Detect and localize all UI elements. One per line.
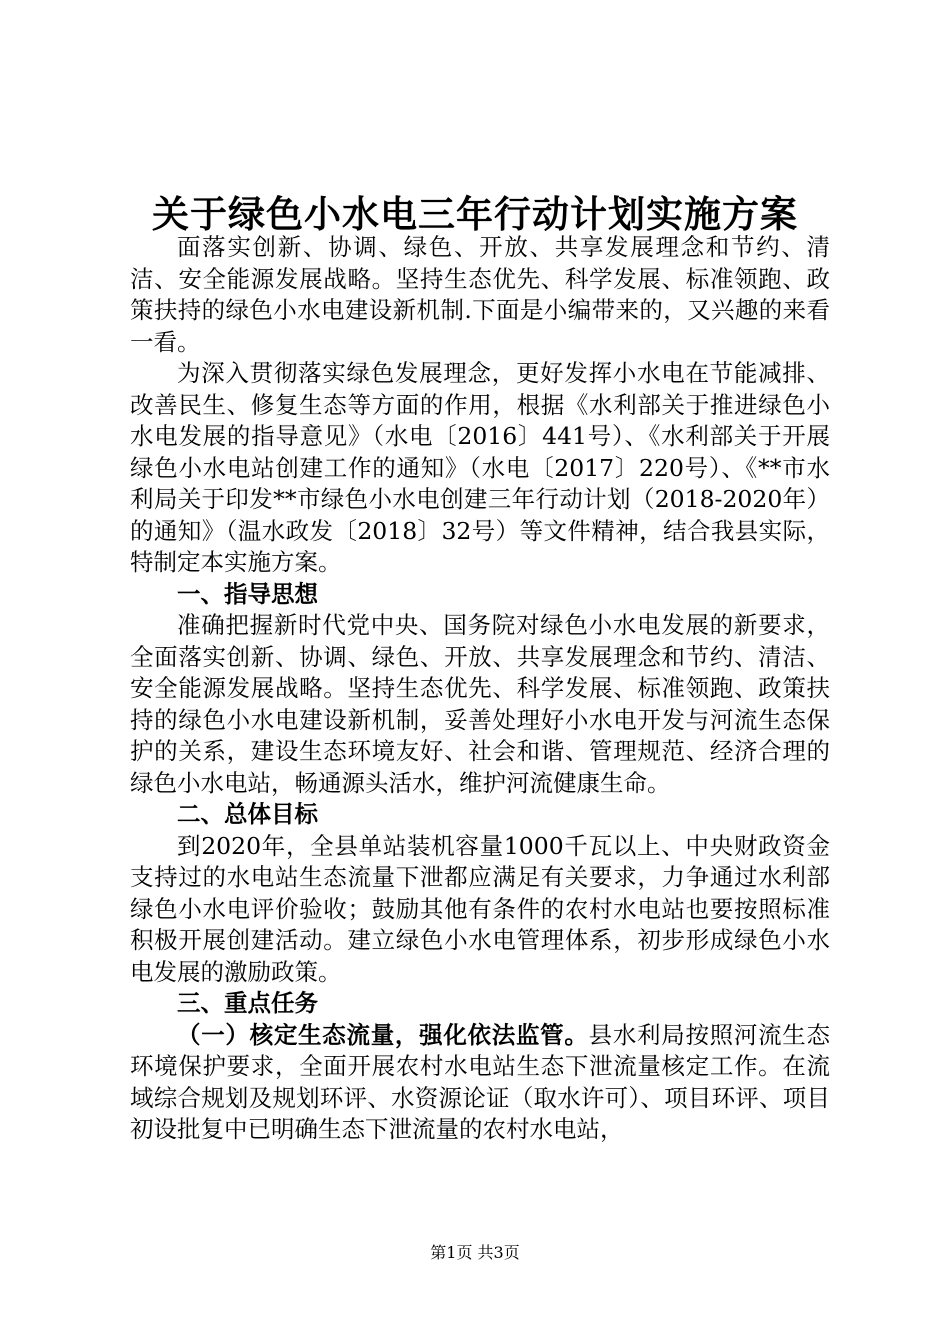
- section-paragraph-overall-goal: 到2020年，全县单站装机容量1000千瓦以上、中央财政资金支持过的水电站生态流量下泄都应满足有关要求，力争通过水利部绿色小水电评价验收；鼓励其他有条件的农村水电站也要按照标准积极开展创建活动。建立绿色小水电管理体系，初步形成绿色小水电发展的激励政策。: [130, 831, 830, 986]
- intro-paragraph-1: 面落实创新、协调、绿色、开放、共享发展理念和节约、清洁、安全能源发展战略。坚持生态优先、科学发展、标准领跑、政策扶持的绿色小水电建设新机制.下面是小编带来的，又兴趣的来看一看。: [130, 233, 830, 356]
- section-paragraph-guiding-ideology: 准确把握新时代党中央、国务院对绿色小水电发展的新要求，全面落实创新、协调、绿色、开放、共享发展理念和节约、清洁、安全能源发展战略。坚持生态优先、科学发展、标准领跑、政策扶持的绿色小水电建设新机制，妥善处理好小水电开发与河流生态保护的关系，建设生态环境友好、社会和谐、管理规范、经济合理的绿色小水电站，畅通源头活水，维护河流健康生命。: [130, 611, 830, 797]
- document-body: [130, 232, 830, 1146]
- intro-paragraph-2: 为深入贯彻落实绿色发展理念，更好发挥小水电在节能减排、改善民生、修复生态等方面的作用，根据《水利部关于推进绿色小水电发展的指导意见》（水电〔2016〕441号）、《水利部关于开展绿色小水电站创建工作的通知》（水电〔2017〕220号）、《**市水利局关于印发**市绿色小水电创建三年行动计划（2018-2020年）的通知》（温水政发〔2018〕32号）等文件精神，结合我县实际，特制定本实施方案。: [130, 359, 830, 576]
- section-heading-overall-goal: 二、总体目标: [177, 800, 318, 828]
- section-heading-key-tasks: 三、重点任务: [177, 989, 318, 1017]
- task-1-text: 县水利局按照河流生态环境保护要求，全面开展农村水电站生态下泄流量核定工作。在流域综合规划及规划环评、水资源论证（取水许可）、项目环评、项目初设批复中已明确生态下泄流量的农村水电站，: [130, 1020, 831, 1143]
- page-footer: 第1页 共3页: [430, 1243, 520, 1262]
- task-paragraph-1: [130, 1020, 830, 1146]
- task-1-lead: （一）核定生态流量，强化依法监管。: [177, 1020, 589, 1049]
- section-heading-guiding-ideology: 一、指导思想: [177, 579, 318, 608]
- document-title: 关于绿色小水电三年行动计划实施方案: [152, 193, 798, 236]
